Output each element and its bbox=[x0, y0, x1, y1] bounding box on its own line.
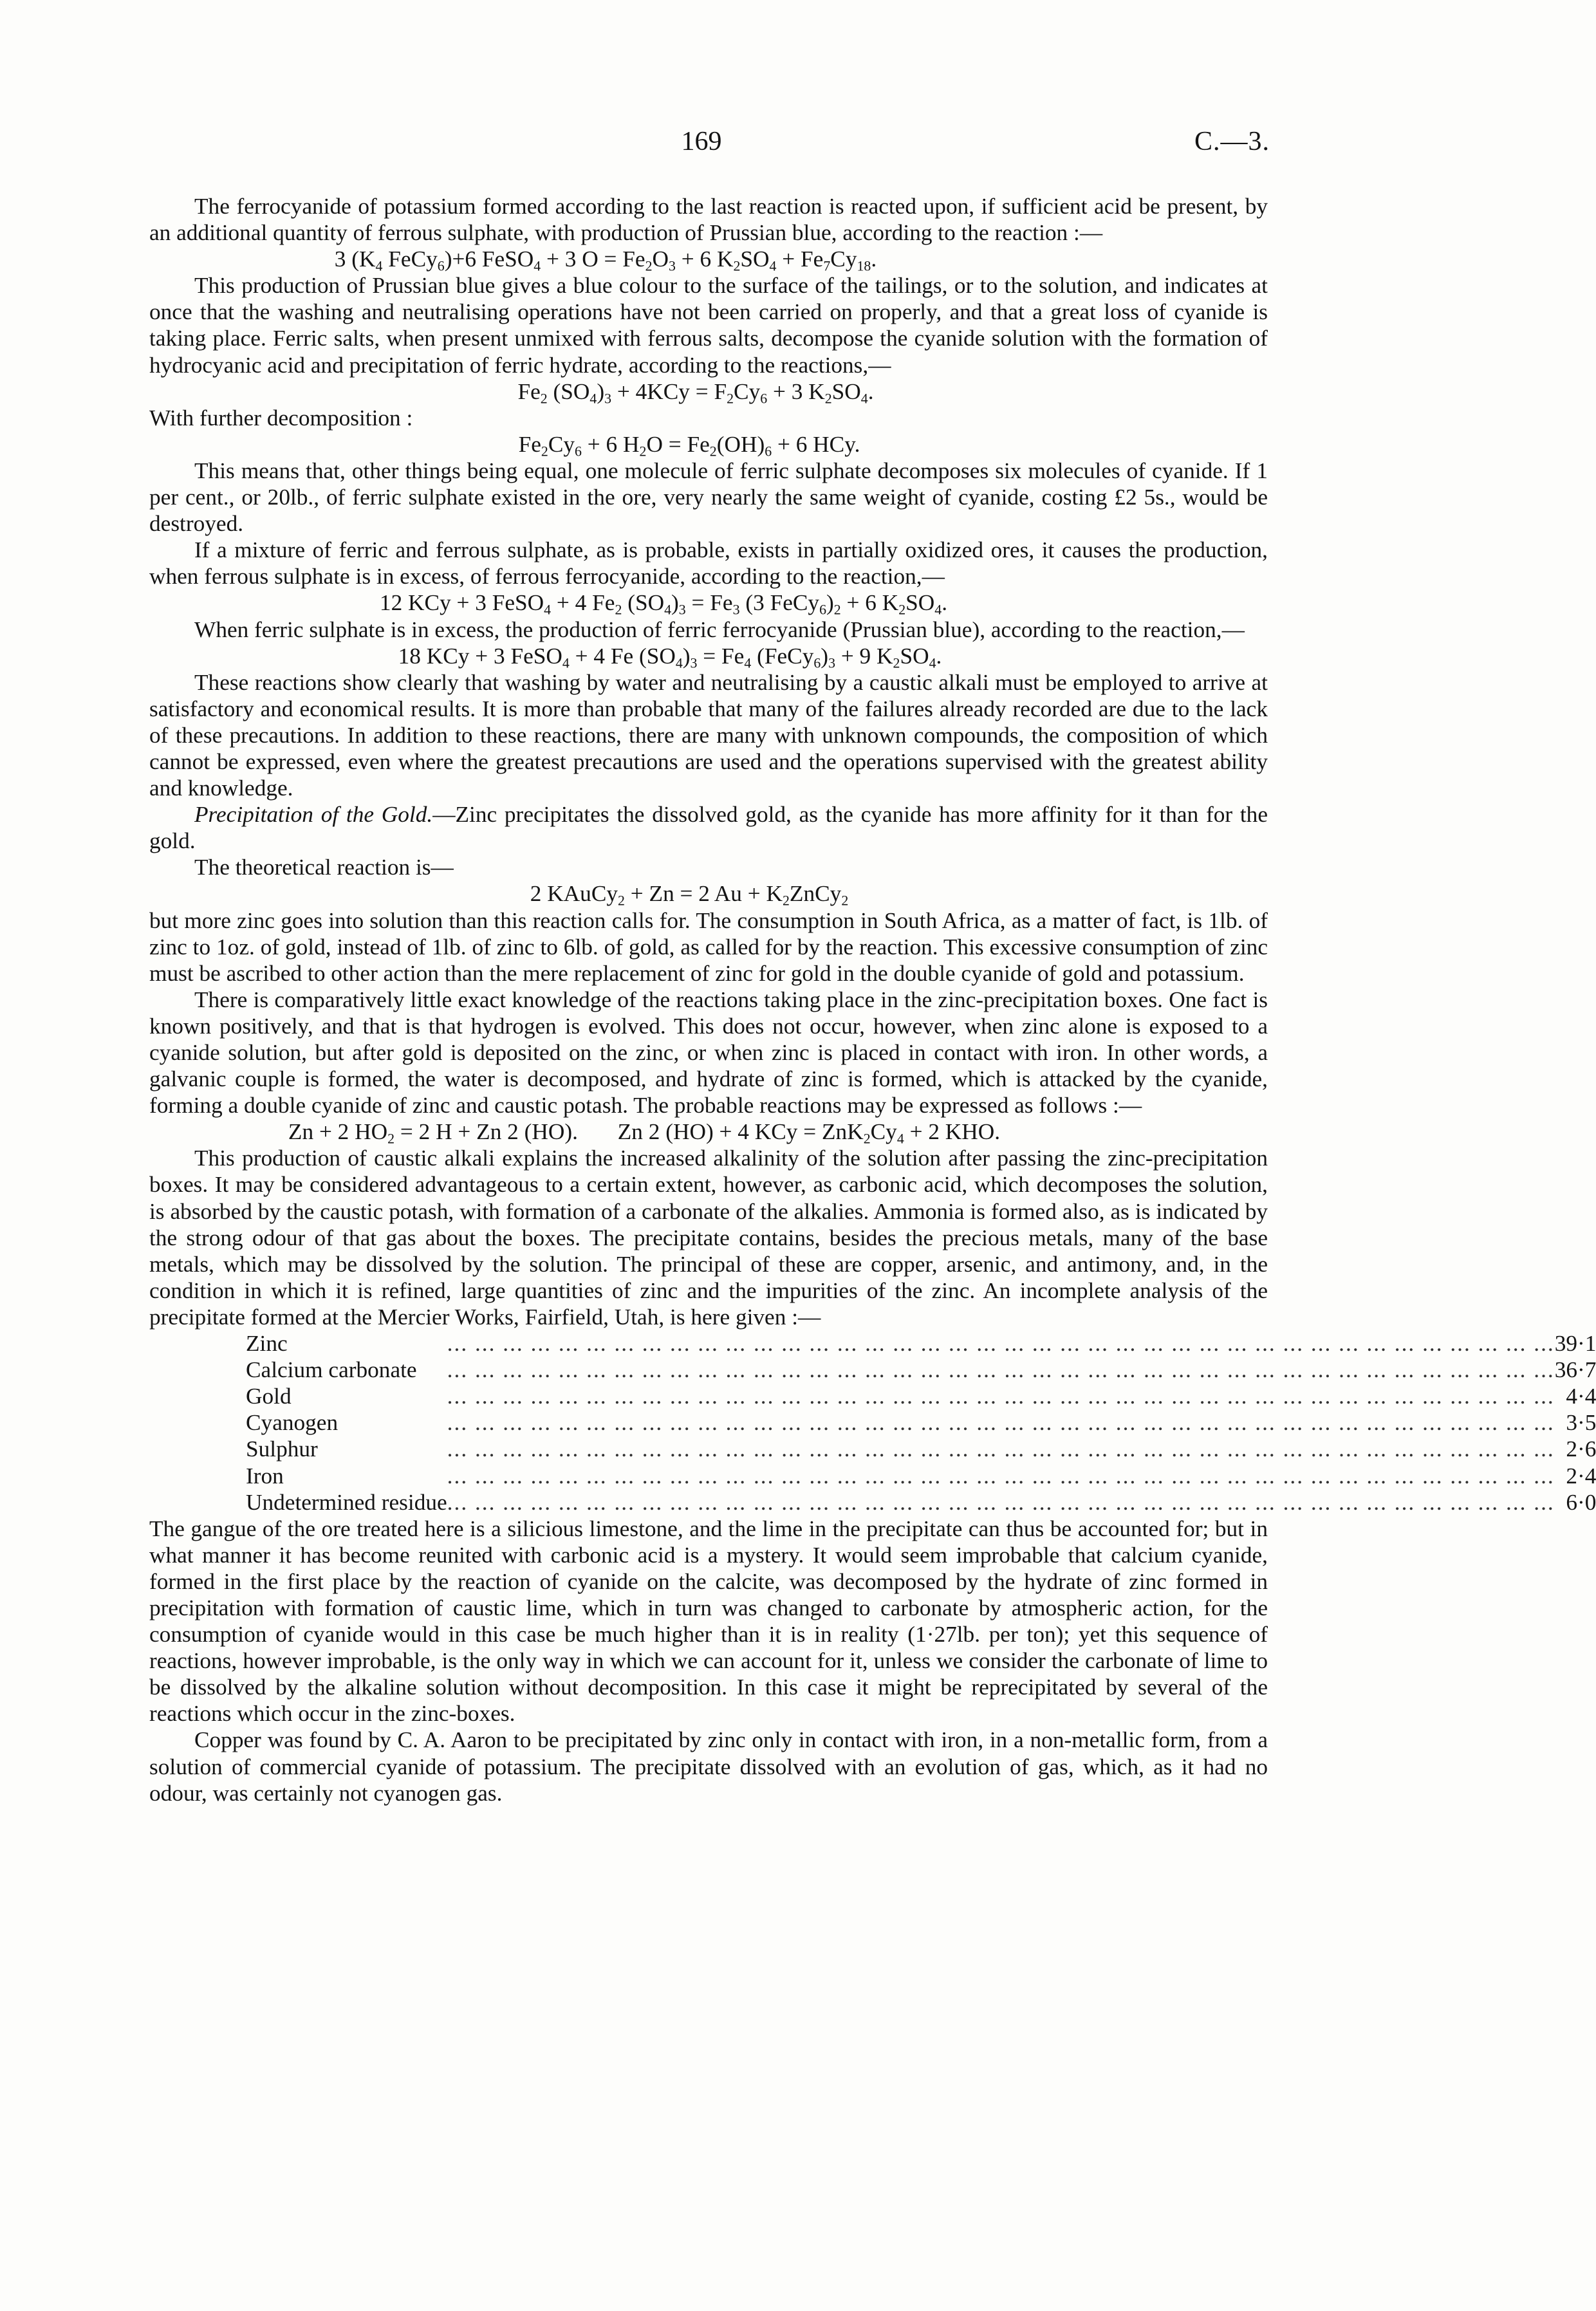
leader-dots: ... ... ... ... ... ... ... ... ... ... ... ... ... ... ... ... ... ... ... ... ... ... ... ... ... ... ... ... ... ... ... ... ... ... ... ... ... ... ... ... bbox=[447, 1357, 1555, 1383]
paragraph: The theoretical reaction is— bbox=[194, 855, 454, 880]
analysis-item-name: Calcium carbonate bbox=[246, 1357, 417, 1383]
page-number: 169 bbox=[681, 127, 722, 156]
analysis-item-value: 6·0 bbox=[1566, 1489, 1596, 1515]
analysis-item-value: 36·7 bbox=[1554, 1357, 1596, 1383]
paragraph: The gangue of the ore treated here is a silicious limestone, and the lime in the precipitate can thus be accounted for; but in what manner it has become reunited with carbonic acid is a mystery. It would seem improbable that calcium cyanide, formed in the first place by the reaction of cyanide on the calcite, was decomposed by the hydrate of zinc formed in precipitation with formation of caustic lime, which in turn was changed to carbonate by atmospheric action, for the consumption of cyanide would in this case be much higher than it is in reality (1·27lb. per ton); yet this sequence of reactions, however improbable, is the only way in which we can account for it, unless we consider the carbonate of lime to be dissolved by the alkaline solution without decomposition. In this case it might be reprecipitated by several of the reactions which occur in the zinc-boxes. bbox=[149, 1516, 1268, 1727]
equation-zinc-hydrate: Zn + 2 $HO_2 = 2$ H + Zn 2 (HO). Zn 2 (HO) + 4 KCy = $ZnK_2Cy_4 + 2$ KHO. bbox=[288, 1119, 1001, 1147]
analysis-item-name: Zinc bbox=[246, 1331, 288, 1357]
paragraph: Copper was found by C. A. Aaron to be precipitated by zinc only in contact with iron, in a non-metallic form, from a solution of commercial cyanide of potassium. The precipitate dissolved with an evolution of gas, which, as it had no odour, was certainly not cyanogen gas. bbox=[149, 1727, 1268, 1806]
paragraph: There is comparatively little exact knowledge of the reactions taking place in the zinc-precipitation boxes. One fact is known positively, and that is that hydrogen is evolved. This does not occur, however, when zinc alone is exposed to a cyanide solution, but after gold is deposited on the zinc, or when zinc is placed in contact with iron. In other words, a galvanic couple is formed, the water is decomposed, and hydrate of zinc is formed, which is attacked by the cyanide, forming a double cyanide of zinc and caustic potash. The probable reactions may be expressed as follows :— bbox=[149, 987, 1268, 1118]
analysis-item-value: 4·4 bbox=[1566, 1384, 1596, 1409]
paragraph: These reactions show clearly that washing by water and neutralising by a caustic alkali must be employed to arrive at satisfactory and economical results. It is more than probable that many of the failures already recorded are due to the lack of these precautions. In addition to these reactions, there are many with unknown compounds, the composition of which cannot be expressed, even where the greatest precautions are used and the operations supervised with the greatest ability and knowledge. bbox=[149, 669, 1268, 801]
leader-dots: ... ... ... ... ... ... ... ... ... ... ... ... ... ... ... ... ... ... ... ... ... ... ... ... ... ... ... ... ... ... ... ... ... ... ... ... ... ... ... ... bbox=[447, 1463, 1555, 1489]
analysis-table bbox=[246, 1330, 1596, 1516]
paragraph bbox=[149, 801, 1268, 854]
leader-dots: ... ... ... ... ... ... ... ... ... ... ... ... ... ... ... ... ... ... ... ... ... ... ... ... ... ... ... ... ... ... ... ... ... ... ... ... ... ... ... ... bbox=[447, 1410, 1555, 1436]
paragraph: When ferric sulphate is in excess, the production of ferric ferrocyanide (Prussian blue), according to the reaction,— bbox=[194, 617, 1245, 642]
paragraph-text: —Zinc precipitates the dissolved gold, as the cyanide has more affinity for it than for the gold. bbox=[149, 802, 1268, 854]
equation-prussian-blue: 3 ($K_4$ FeCy$_6$)+6 FeSO$_4$ + 3 $O = Fe_2O_3 + 6$ $K_2SO_4 + Fe_7Cy_{18}$. bbox=[334, 246, 877, 274]
analysis-item-value: 2·4 bbox=[1566, 1463, 1596, 1489]
analysis-item-name: Cyanogen bbox=[246, 1410, 339, 1436]
table-row bbox=[246, 1357, 1596, 1383]
leader-dots: ... ... ... ... ... ... ... ... ... ... ... ... ... ... ... ... ... ... ... ... ... ... ... ... ... ... ... ... ... ... ... ... ... ... ... ... ... ... ... ... bbox=[447, 1384, 1555, 1409]
paragraph: This production of Prussian blue gives a blue colour to the surface of the tailings, or to the solution, and indicates at once that the washing and neutralising operations have not been carried on properly, and that a great loss of cyanide is taking place. Ferric salts, when present unmixed with ferrous salts, decompose the cyanide solution with the formation of hydrocyanic acid and precipitation of ferric hydrate, according to the reactions,— bbox=[149, 273, 1268, 378]
table-row bbox=[246, 1383, 1596, 1409]
analysis-item-value: 2·6 bbox=[1566, 1436, 1596, 1462]
analysis-item-value: 3·5 bbox=[1566, 1410, 1596, 1436]
analysis-item-name: Sulphur bbox=[246, 1436, 318, 1462]
table-row bbox=[246, 1330, 1596, 1357]
equation-ferrous-ferrocyanide: 12 KCy + 3 FeSO$_4$ + 4 $Fe_2$ $(SO_4)_3 = Fe_3$ (3 $FeCy_6)_2 + 6$ $K_2SO_4$. bbox=[379, 590, 948, 618]
leader-dots: ... ... ... ... ... ... ... ... ... ... ... ... ... ... ... ... ... ... ... ... ... ... ... ... ... ... ... ... ... ... ... ... ... ... ... ... ... ... ... ... bbox=[447, 1331, 1555, 1357]
equation-ferric-ferrocyanide: 18 KCy + 3 FeSO$_4$ + 4 Fe $(SO_4)_3 = Fe_4$ $(FeCy_6)_3 + 9$ $K_2SO_4$. bbox=[398, 643, 942, 671]
paragraph: This production of caustic alkali explains the increased alkalinity of the solution after passing the zinc-precipitation boxes. It may be considered advantageous to a certain extent, however, as carbonic acid, which decomposes the solution, is absorbed by the caustic potash, with formation of a carbonate of the alkalies. Ammonia is formed also, as is indicated by the strong odour of that gas about the boxes. The precipitate contains, besides the precious metals, many of the base metals, which may be dissolved by the solution. The principal of these are copper, arsenic, and antimony, and, in the condition in which it is refined, large quantities of zinc and the impurities of the zinc. An incomplete analysis of the precipitate formed at the Mercier Works, Fairfield, Utah, is here given :— bbox=[149, 1146, 1268, 1330]
section-code: C.—3. bbox=[1194, 127, 1270, 156]
table-row bbox=[246, 1409, 1596, 1436]
table-row bbox=[246, 1436, 1596, 1462]
page-header bbox=[0, 126, 1398, 165]
leader-dots: ... ... ... ... ... ... ... ... ... ... ... ... ... ... ... ... ... ... ... ... ... ... ... ... ... ... ... ... ... ... ... ... ... ... ... ... ... ... ... ... bbox=[447, 1436, 1555, 1462]
table-row bbox=[246, 1489, 1596, 1516]
equation-decomposition: $Fe_2Cy_6 + 6$ $H_2O = Fe_2(OH)_6 + 6$ HCy. bbox=[518, 431, 860, 459]
equation-gold-zinc: 2 KAuCy$_2$ + Zn = 2 $Au + K_2ZnCy_2$ bbox=[530, 881, 849, 909]
paragraph: If a mixture of ferric and ferrous sulphate, as is probable, exists in partially oxidized ores, it causes the production, when ferrous sulphate is in excess, of ferrous ferrocyanide, according to the reaction,— bbox=[149, 537, 1268, 589]
section-heading: Precipitation of the Gold. bbox=[194, 802, 433, 828]
table-row bbox=[246, 1463, 1596, 1489]
paragraph: but more zinc goes into solution than this reaction calls for. The consumption in South Africa, as a matter of fact, is 1lb. of zinc to 1oz. of gold, instead of 1lb. of zinc to 6lb. of gold, as called for by the reaction. This excessive consumption of zinc must be ascribed to other action than the mere replacement of zinc for gold in the double cyanide of gold and potassium. bbox=[149, 907, 1268, 986]
leader-dots: ... ... ... ... ... ... ... ... ... ... ... ... ... ... ... ... ... ... ... ... ... ... ... ... ... ... ... ... ... ... ... ... ... ... ... ... ... ... ... ... bbox=[447, 1489, 1555, 1515]
document-body bbox=[149, 193, 1596, 1806]
analysis-item-name: Iron bbox=[246, 1463, 284, 1489]
paragraph: With further decomposition : bbox=[149, 405, 413, 431]
analysis-item-name: Undetermined residue bbox=[246, 1489, 447, 1515]
analysis-item-name: Gold bbox=[246, 1384, 292, 1409]
analysis-item-value: 39·1 bbox=[1554, 1331, 1596, 1357]
paragraph: The ferrocyanide of potassium formed according to the last reaction is reacted upon, if sufficient acid be present, by an additional quantity of ferrous sulphate, with production of Prussian blue, according to the reaction :— bbox=[149, 194, 1268, 246]
paragraph: This means that, other things being equal, one molecule of ferric sulphate decomposes six molecules of cyanide. If 1 per cent., or 20lb., of ferric sulphate existed in the ore, very nearly the same weight of cyanide, costing £2 5s., would be destroyed. bbox=[149, 458, 1268, 537]
equation-ferric-sulphate: $Fe_2$ $(SO_4)_3 + 4KCy = F_2Cy_6 + 3$ $K_2SO_4$. bbox=[517, 378, 874, 407]
